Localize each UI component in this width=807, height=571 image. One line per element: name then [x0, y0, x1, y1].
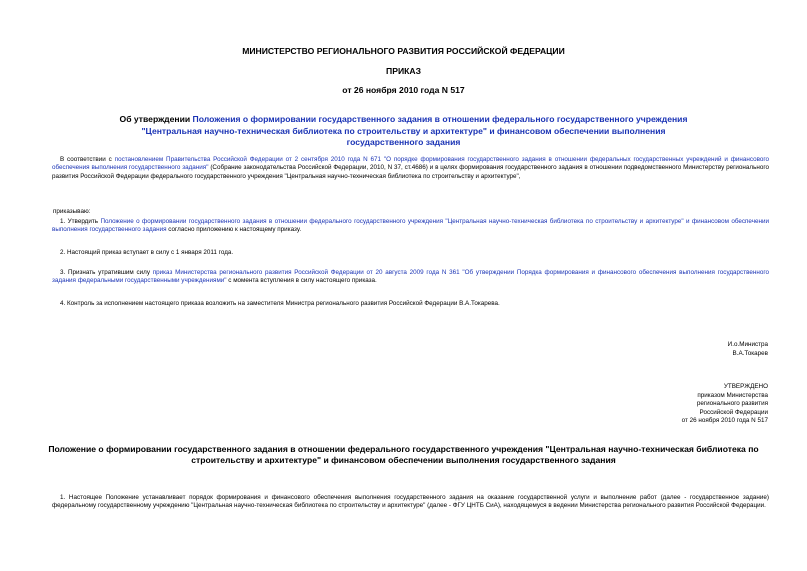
government-decree-link[interactable]: постановлением Правительства Российской Федерации от 2 сентября 2010 года N 671 "О порядке формирования государственного задания в отношении федеральных государственных учреждений и финансового обеспечения выполнения государственного задания": [52, 156, 770, 172]
regulation-link[interactable]: Положение о формировании государственного задания в отношении федерального государственного учреждения "Центральная научно-техническая библиотека по строительству и архитектуре" и финансовом обеспечении выполнения государственного задания: [52, 218, 769, 234]
approval-line-5: от 26 ноября 2010 года N 517: [681, 417, 768, 425]
approval-line-4: Российской Федерации: [699, 408, 768, 416]
approval-line-1: УТВЕРЖДЕНО: [723, 383, 768, 390]
regulation-paragraph-1: 1. Настоящее Положение устанавливает порядок формирования и финансового обеспечения выполнения государственного задания на оказание государственной услуги и выполнение работ (далее - государственное задание) федеральному государственному учреждению "Центральная научно-техническая библиотека по строительству и архитектуре" (далее - ФГУ ЦНТБ СиА), находящемуся в ведении Министерства регионального развития Российской Федерации.: [52, 494, 769, 510]
doc-date-number: от 26 ноября 2010 года N 517: [342, 85, 465, 95]
item-3-suffix: с момента вступления в силу настоящего приказа.: [226, 277, 377, 285]
preamble-text-start: В соответствии с: [60, 156, 115, 163]
doc-type-heading: ПРИКАЗ: [386, 66, 421, 76]
repealed-order-link[interactable]: приказ Министерства регионального развития Российской Федерации от 20 августа 2009 года N 361 "Об утверждении Порядка формирования и финансового обеспечения выполнения государственного задания федеральными государственными учреждениями": [52, 269, 769, 285]
preamble-paragraph: [52, 156, 769, 181]
regulation-title: Положение о формировании государственного задания в отношении федерального государственного учреждения "Центральная научно-техническая библиотека по строительству и архитектуре" и финансовом обеспечении выполнения государственного задания: [48, 444, 759, 465]
approval-block: [568, 383, 768, 426]
order-title-prefix: Об утверждении: [119, 114, 193, 124]
order-title: [110, 114, 697, 149]
item-1: [52, 218, 769, 235]
signature-block: [568, 341, 768, 358]
preamble-text-end: (Собрание законодательства Российской Федерации, 2010, N 37, ст.4686) и в целях формирования государственного задания в отношении подведомственного Министерству регионального развития Российской Федерации федерального государственного учреждения "Центральная научно-техническая библиотека по строительству и архитектуре",: [52, 164, 769, 180]
item-4: 4. Контроль за исполнением настоящего приказа возложить на заместителя Министра регионального развития Российской Федерации В.А.Токарева.: [60, 300, 500, 307]
ministry-heading: МИНИСТЕРСТВО РЕГИОНАЛЬНОГО РАЗВИТИЯ РОССИЙСКОЙ ФЕДЕРАЦИИ: [242, 46, 565, 56]
signature-role: И.о.Министра: [727, 341, 768, 348]
signature-name: В.А.Токарев: [732, 349, 768, 357]
item-3: [52, 269, 769, 286]
approval-line-3: регионального развития: [696, 400, 768, 408]
order-title-link[interactable]: Положения о формировании государственного задания в отношении федерального государственного учреждения "Центральная научно-техническая библиотека по строительству и архитектуре" и финансовом обеспечении выполнения государственного задания: [141, 114, 688, 147]
order-word: приказываю:: [53, 208, 91, 215]
approval-line-2: приказом Министерства: [697, 391, 768, 399]
item-3-prefix: 3. Признать утратившим силу: [60, 269, 153, 276]
item-2: 2. Настоящий приказ вступает в силу с 1 января 2011 года.: [60, 249, 234, 256]
item-1-suffix: согласно приложению к настоящему приказу.: [166, 226, 302, 234]
item-1-prefix: 1. Утвердить: [60, 218, 101, 225]
